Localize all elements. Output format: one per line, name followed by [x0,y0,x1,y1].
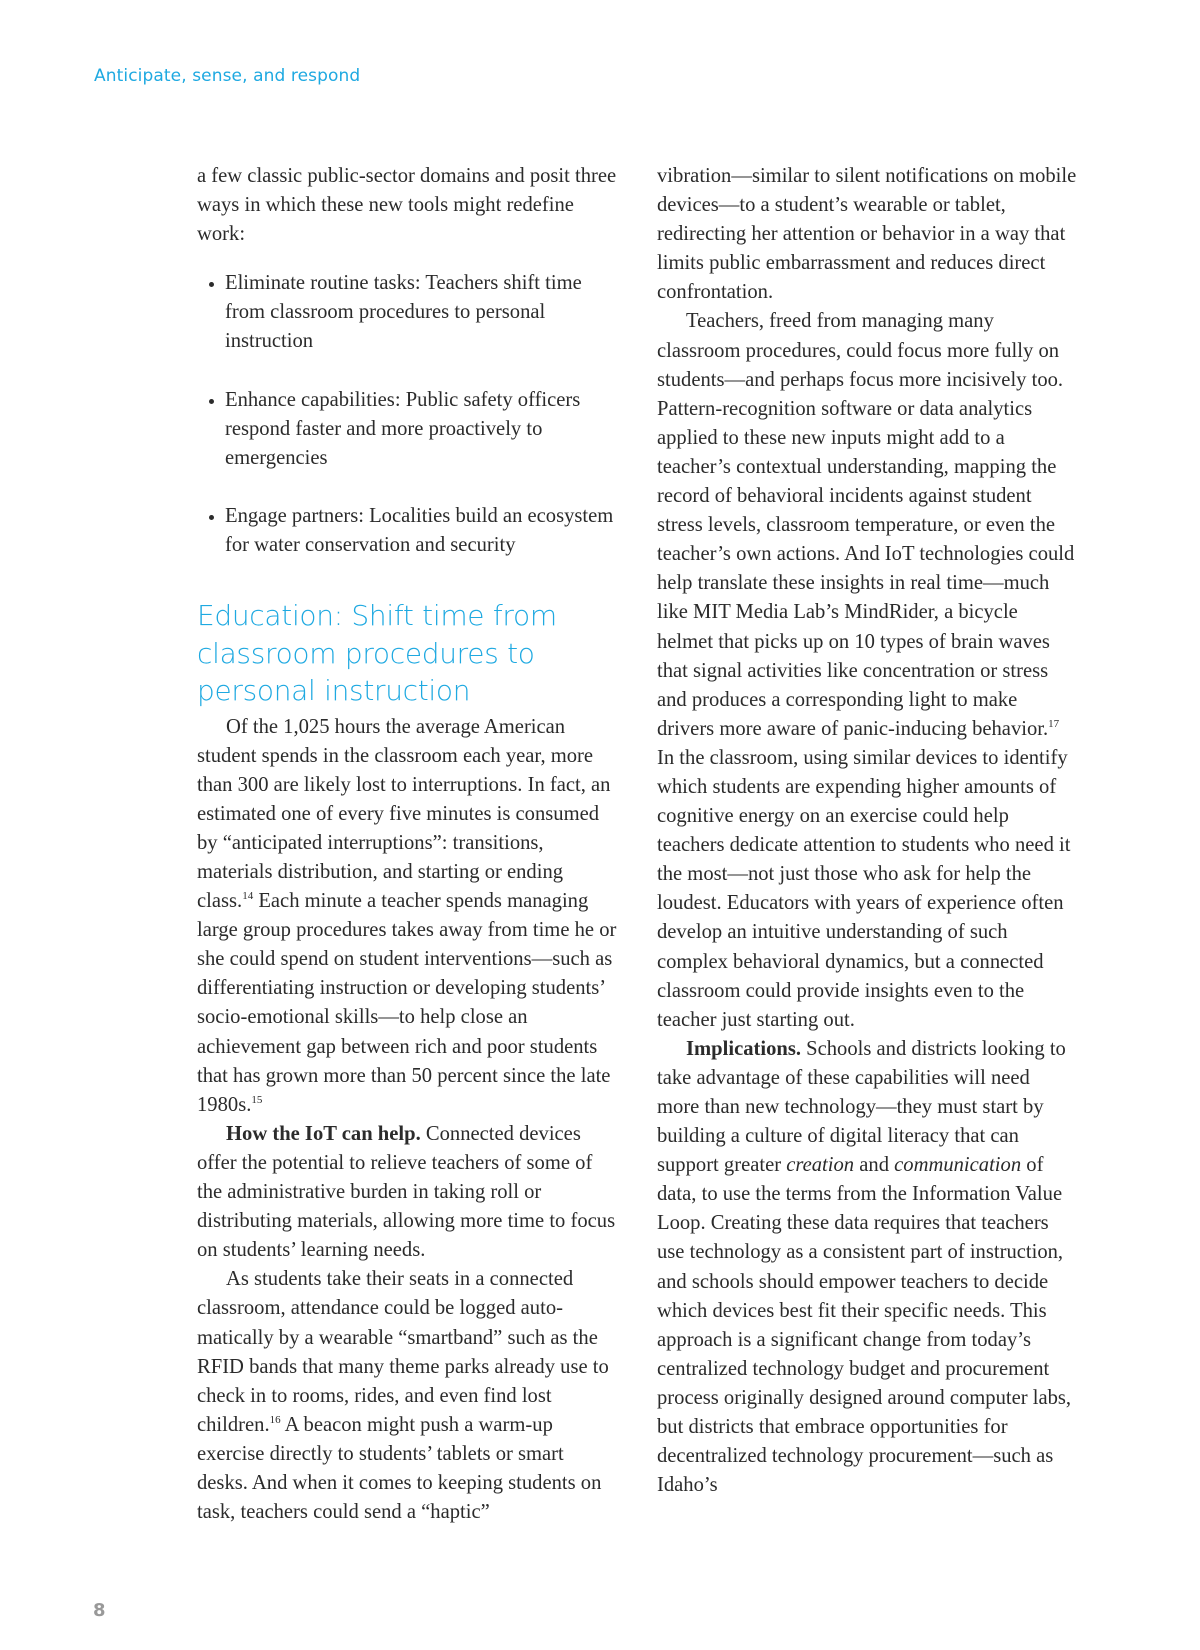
body-paragraph: vibration—similar to silent notifications on mobile devices—to a student’s wearable or tablet, redirecting her attention or behavior in a way that limits public embarrassment and reduces direct confrontation. [657,165,1077,304]
body-paragraph [197,713,617,1120]
paragraph-text: In the classroom, using similar devices to identify which students are expending higher amounts of cognitive energy on an exercise could help teachers dedicate attention to students who need it the most—not just those who ask for help the loudest. Educators with years of experience often develop an intuitive understanding of such complex behavioral dynamics, but a connected classroom could provide insights even to the teacher just starting out. [657,746,1071,1031]
footnote-ref[interactable]: 16 [269,1413,281,1426]
emphasis-text: creation [786,1154,855,1177]
body-paragraph [657,307,1077,1034]
bullet-item [197,502,617,560]
bullet-icon [209,515,214,520]
paragraph-lead-in: How the IoT can help. [226,1122,421,1145]
body-paragraph [197,1265,617,1527]
body-paragraph [657,1035,1077,1501]
bullet-list [197,269,617,560]
paragraph-text: and [854,1154,895,1177]
running-header-title: Anticipate, sense, and respond [94,66,361,86]
bullet-text: Eliminate routine tasks: Teachers shift time from classroom procedures to personal instruction [225,272,582,353]
left-column [197,162,617,1527]
paragraph-text: Teachers, freed from managing many classroom procedures, could focus more fully on students—and perhaps focus more incisively too. Pattern-recognition software or data analytics applied to these new inputs might add to a teacher’s contextual understanding, mapping the record of behavioral incidents against student stress levels, classroom temperature, or even the teacher’s own actions. And IoT technologies could help translate these insights in real time—much like MIT Media Lab’s MindRider, a bicycle helmet that picks up on 10 types of brain waves that signal activities like concentration or stress and produces a corresponding light to make drivers more aware of panic-inducing behavior. [657,310,1075,740]
footnote-ref[interactable]: 15 [251,1093,263,1106]
footnote-ref[interactable]: 17 [1048,717,1060,730]
bullet-item [197,269,617,356]
body-paragraph [197,1120,617,1265]
bullet-icon [209,399,214,404]
bullet-item [197,386,617,473]
paragraph-text: Connected devices offer the potential to relieve teachers of some of the administrative burden in taking roll or distributing materials, allowing more time to focus on students’ learning needs. [197,1122,616,1262]
right-column [657,162,1077,1500]
paragraph-text: of data, to use the terms from the Information Value Loop. Creating these data requires that teachers use technology as a consistent part of instruction, and schools should empower teachers to decide which devices best fit their specific needs. This approach is a significant change from today’s centralized technology budget and procurement process originally designed around computer labs, but districts that embrace opportunities for decentralized technology procurement—such as Idaho’s [657,1154,1072,1497]
paragraph-text: A beacon might push a warm-up exercise directly to students’ tablets or smart desks. And when it comes to keeping students on task, teachers could send a “haptic” [197,1413,602,1524]
paragraph-lead-in: Implications. [686,1037,801,1060]
bullet-icon [209,282,214,287]
paragraph-text: Each minute a teacher spends managing large group procedures takes away from time he or she could spend on student interventions—such as differentiating instruction or developing students’ socio-emotional skills—to help close an achievement gap between rich and poor students that has grown more than 50 percent since the late 1980s. [197,890,617,1116]
bullet-text: Engage partners: Localities build an ecosystem for water conservation and security [225,504,614,556]
section-heading: Education: Shift time from classroom procedures to personal instruction [197,599,557,708]
emphasis-text: communication [894,1154,1022,1177]
footnote-ref[interactable]: 14 [242,890,254,903]
paragraph-text: Of the 1,025 hours the average American student spends in the classroom each year, more than 300 are likely lost to interruptions. In fact, an estimated one of every five minutes is consumed by “anticipated interruptions”: transitions, materials distribution, and starting or ending class. [197,715,611,913]
page-number: 8 [93,1600,106,1621]
paragraph-text: As students take their seats in a connected classroom, attendance could be logged automatically by a wearable “smartband” such as the RFID bands that many theme parks already use to check in to rooms, rides, and even find lost children. [197,1268,609,1436]
paragraph-text: Schools and districts looking to take advantage of these capabilities will need more than new technology—they must start by building a culture of digital literacy that can support greater [657,1037,1066,1177]
bullet-text: Enhance capabilities: Public safety officers respond faster and more proactively to emergencies [225,388,581,469]
intro-paragraph: a few classic public-sector domains and posit three ways in which these new tools might redefine work: [197,165,617,246]
